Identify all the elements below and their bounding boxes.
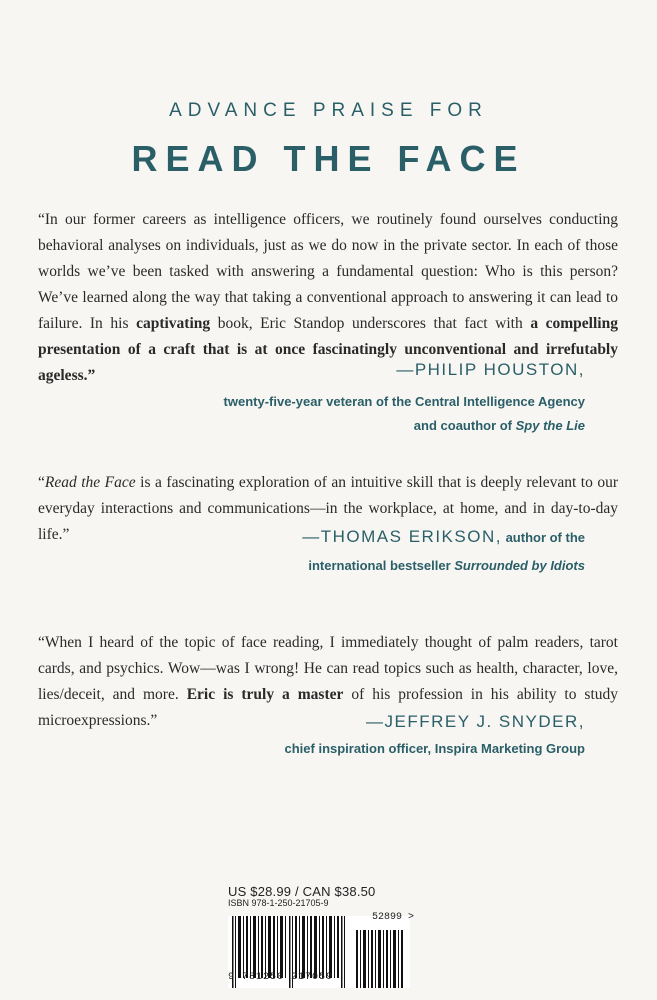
attribution-name: —PHILIP HOUSTON, <box>396 360 585 379</box>
quote-text: of his profession in his ability to study microexpressions.” <box>38 686 619 729</box>
barcode-addon: 52899 > <box>372 912 415 923</box>
barcode-block <box>228 884 413 908</box>
attribution-prefix: international bestseller <box>308 558 455 573</box>
attribution-book-title: Spy the Lie <box>515 418 585 433</box>
quote-book-title: Read the Face <box>44 474 136 491</box>
quote-text: “In our former careers as intelligence officers, we routinely found ourselves conducting behavioral analyses on individuals, just as we do now in the private sector. In each of those worlds we’ve been tasked with answering a fundamental question: Who is this person? We’ve learned along the way that taking a conventional approach to answering it can lead to failure. In his <box>38 211 618 332</box>
attribution-name: —JEFFREY J. SNYDER, <box>366 712 585 731</box>
attribution-snyder-detail <box>285 737 586 761</box>
quote-erikson: “Read the Face is a fascinating exploration of an intuitive skill that is deeply relevant to our everyday interactions and communications—in the workplace, at home, and in day-to-day life.” <box>38 474 618 543</box>
quote-emphasis: captivating <box>136 315 211 332</box>
attribution-book-title: Surrounded by Idiots <box>454 558 585 573</box>
quote-text: is a fascinating exploration of an intuitive skill that is deeply relevant to our everyday interactions and communications—in the workplace, at home, and in day-to-day life.” <box>38 474 618 543</box>
attribution-line <box>224 414 585 438</box>
attribution-line <box>302 554 585 578</box>
quote-close: ” <box>87 367 96 384</box>
quote-text: “When I heard of the topic of face reading, I immediately thought of palm readers, tarot cards, and psychics. Wow—was I wrong! He can read topics such as health, character, love, lies/deceit, and more. <box>38 634 618 703</box>
attribution-erikson <box>302 526 585 578</box>
attribution-name: —THOMAS ERIKSON, <box>302 527 502 546</box>
attribution-suffix: author of the <box>501 530 585 545</box>
quote-text: book, Eric Standop underscores that fact with <box>210 315 531 332</box>
isbn-label: ISBN 978-1-250-21705-9 <box>228 898 329 908</box>
attribution-prefix: and coauthor of <box>413 418 516 433</box>
attribution-houston-detail <box>224 390 585 438</box>
quote-emphasis: Eric is truly a master <box>186 686 344 703</box>
attribution-line: chief inspiration officer, Inspira Marketing Group <box>284 741 585 756</box>
attribution-line: twenty-five-year veteran of the Central Intelligence Agency <box>223 394 585 409</box>
price-label: US $28.99 / CAN $38.50 <box>228 884 376 899</box>
quote-emphasis: a compelling presentation of a craft that is at once fascinatingly unconventional and irrefutably ageless. <box>38 315 618 384</box>
header-kicker: ADVANCE PRAISE FOR <box>169 100 488 121</box>
attribution-snyder <box>366 712 585 732</box>
barcode-digits: 9 781250 217059 <box>228 972 334 983</box>
attribution-houston <box>396 360 585 380</box>
book-title: READ THE FACE <box>131 138 526 179</box>
